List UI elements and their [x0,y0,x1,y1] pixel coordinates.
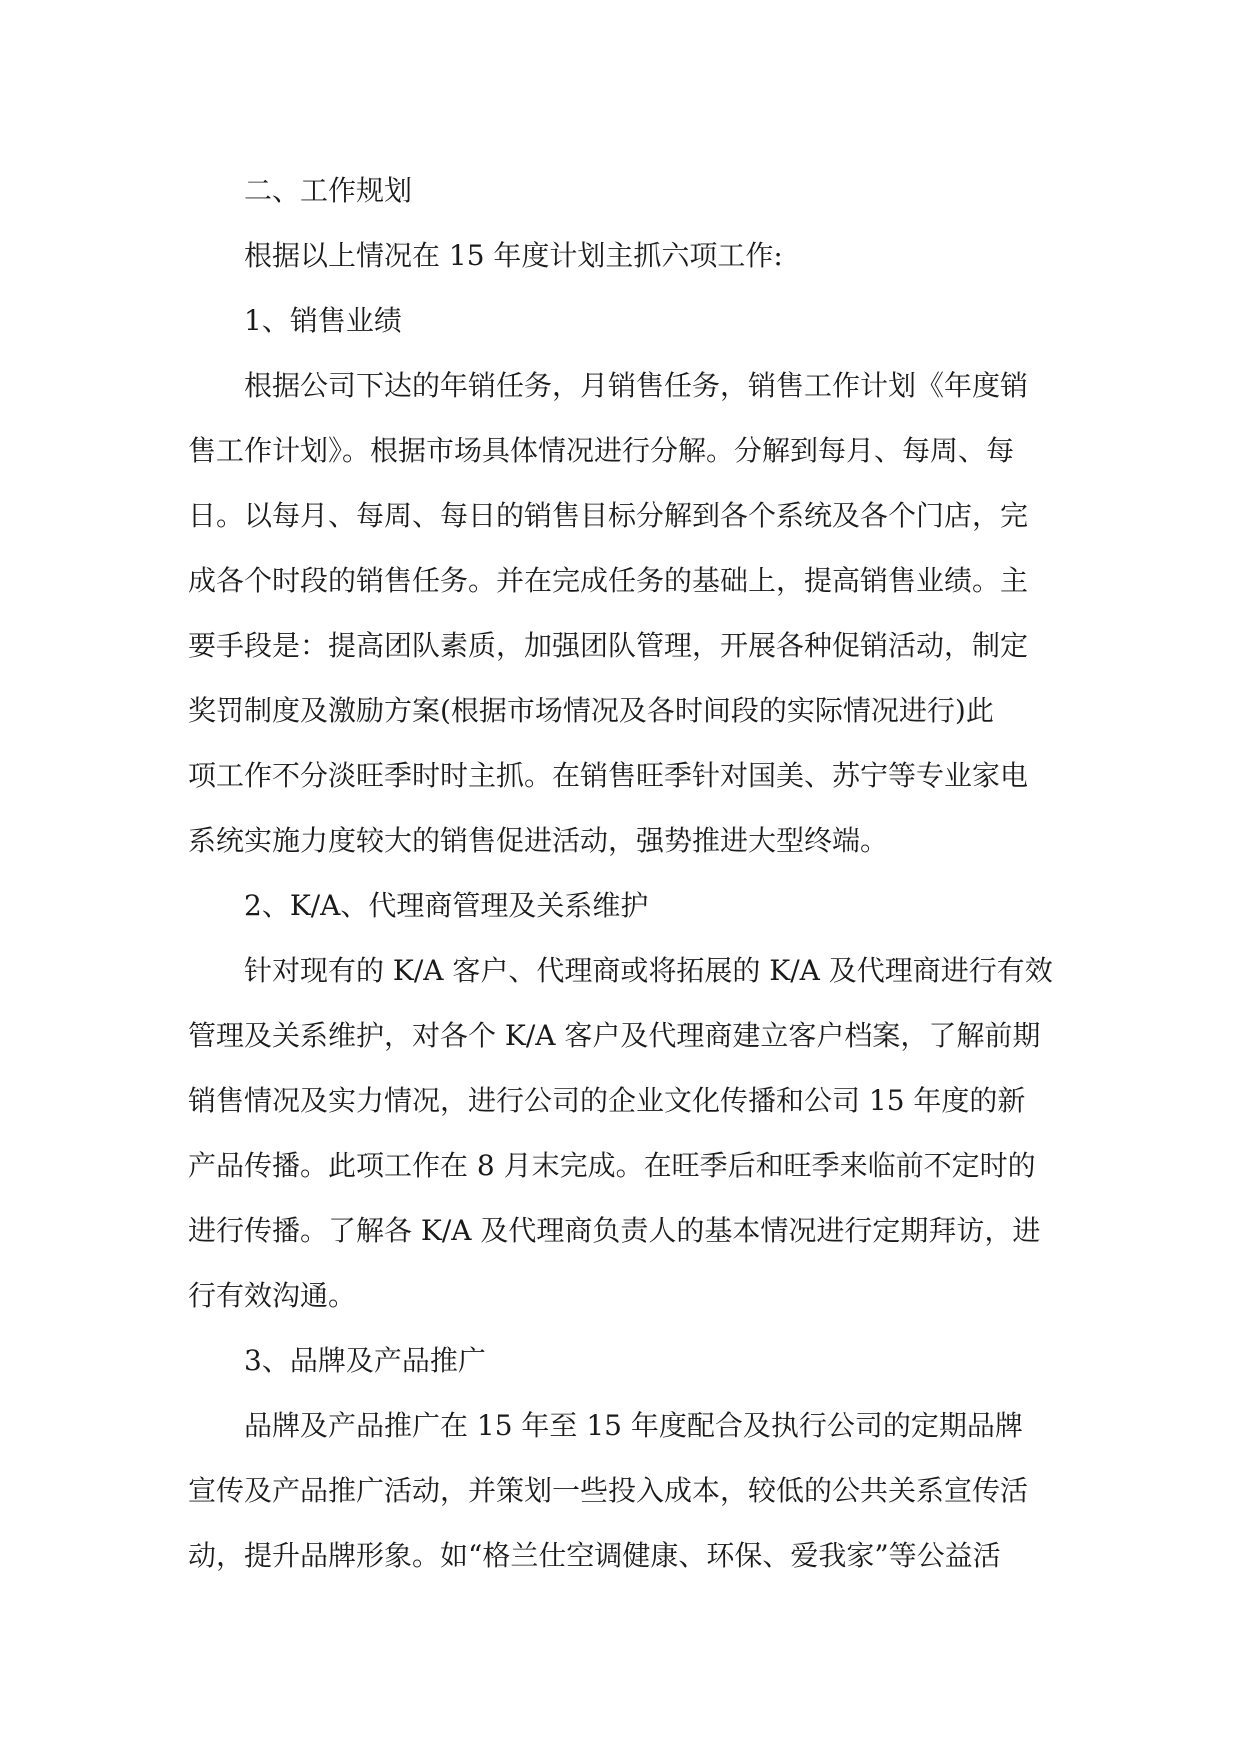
paragraph-line: 项工作不分淡旺季时时主抓。在销售旺季针对国美、苏宁等专业家电 [188,759,1029,792]
paragraph-line: 品牌及产品推广在 15 年至 15 年度配合及执行公司的定期品牌 [244,1409,1023,1442]
paragraph-line: 针对现有的 K/A 客户、代理商或将拓展的 K/A 及代理商进行有效 [244,954,1053,987]
paragraph-line: 产品传播。此项工作在 8 月末完成。在旺季后和旺季来临前不定时的 [188,1149,1036,1182]
paragraph-line: 成各个时段的销售任务。并在完成任务的基础上，提高销售业绩。主 [188,564,1029,597]
paragraph-line: 管理及关系维护，对各个 K/A 客户及代理商建立客户档案，了解前期 [188,1019,1041,1052]
section-heading-work-plan: 二、工作规划 [244,174,413,207]
paragraph-line: 售工作计划》。根据市场具体情况进行分解。分解到每月、每周、每 [188,434,1015,467]
paragraph-line: 宣传及产品推广活动，并策划一些投入成本，较低的公共关系宣传活 [188,1474,1029,1507]
paragraph-line: 行有效沟通。 [188,1279,357,1312]
subheading-ka-agent-management: 2、K/A、代理商管理及关系维护 [244,889,649,922]
paragraph-line: 要手段是：提高团队素质，加强团队管理，开展各种促销活动，制定 [188,629,1029,662]
paragraph-line: 根据公司下达的年销任务，月销售任务，销售工作计划《年度销 [244,369,1029,402]
subheading-sales-performance: 1、销售业绩 [244,304,402,337]
document-body [188,158,1060,1588]
paragraph-line: 日。以每月、每周、每日的销售目标分解到各个系统及各个门店，完 [188,499,1029,532]
paragraph-line: 销售情况及实力情况，进行公司的企业文化传播和公司 15 年度的新 [188,1084,1026,1117]
paragraph-line: 动，提升品牌形象。如“格兰仕空调健康、环保、爱我家”等公益活 [188,1539,1001,1572]
paragraph-line: 进行传播。了解各 K/A 及代理商负责人的基本情况进行定期拜访，进 [188,1214,1041,1247]
subheading-brand-promotion: 3、品牌及产品推广 [244,1344,486,1377]
intro-paragraph: 根据以上情况在 15 年度计划主抓六项工作: [244,239,783,272]
paragraph-line: 奖罚制度及激励方案(根据市场情况及各时间段的实际情况进行)此 [188,694,994,727]
paragraph-line: 系统实施力度较大的销售促进活动，强势推进大型终端。 [188,824,889,857]
